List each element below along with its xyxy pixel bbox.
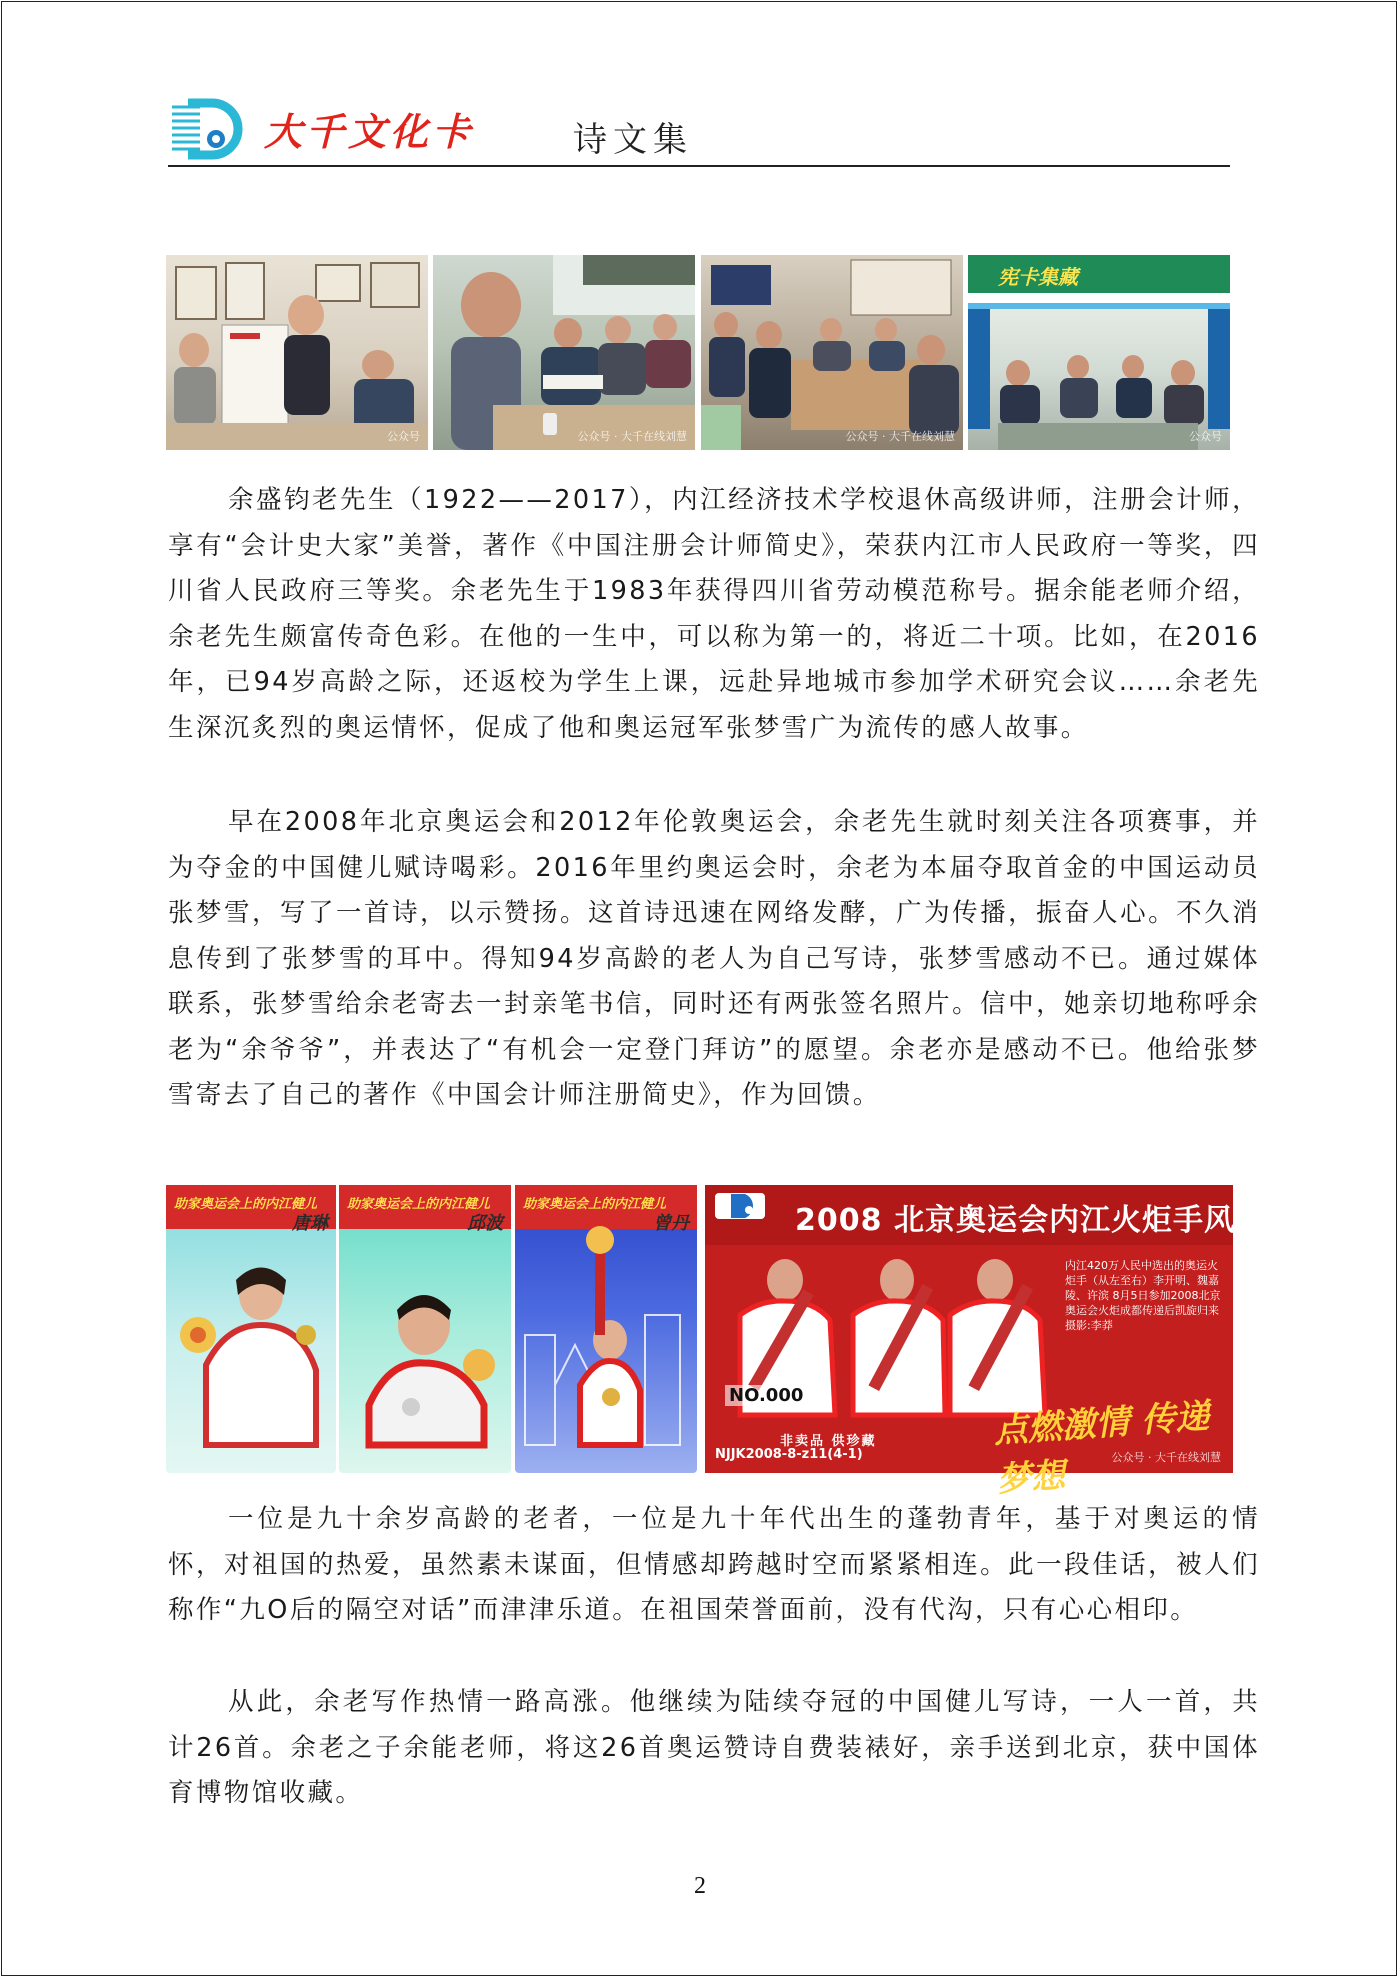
card-banner: 助家奥运会上的内江健儿 <box>174 1197 318 1212</box>
athlete-card <box>166 1185 336 1473</box>
paragraph-biography: 余盛钧老先生（1922——2017），内江经济技术学校退休高级讲师，注册会计师，享有“会计史大家”美誉，著作《中国注册会计师简史》，荣获内江市人民政府一等奖，四川省人民政府三等奖。余老先生于1983年获得四川省劳动模范称号。据余能老师介绍，余老先生颇富传奇色彩。在他的一生中，可以称为第一的，将近二十项。比如，在2016年，已94岁高龄之际，还返校为学生上课，远赴异地城市参加学术研究会议……余老先生深沉炙烈的奥运情怀，促成了他和奥运冠军张梦雪广为流传的感人故事。 <box>168 485 1260 743</box>
card-athlete-name: 邱波 <box>467 1213 503 1234</box>
torch-calligraphy: 点燃激情 传递梦想 <box>992 1396 1211 1501</box>
torch-watermark: 公众号 · 大千在线刘慧 <box>1111 1451 1221 1464</box>
paragraph-olympic-poems: 早在2008年北京奥运会和2012年伦敦奥运会，余老先生就时刻关注各项赛事，并为夺金的中国健儿赋诗喝彩。2016年里约奥运会时，余老为本届夺取首金的中国运动员张梦雪，写了一首诗，以示赞扬。这首诗迅速在网络发酵，广为传播，振奋人心。不久消息传到了张梦雪的耳中。得知94岁高龄的老人为自己写诗，张梦雪感动不已。通过媒体联系，张梦雪给余老寄去一封亲笔书信，同时还有两张签名照片。信中，她亲切地称呼余老为“余爷爷”，并表达了“有机会一定登门拜访”的愿望。余老亦是感动不已。他给张梦雪寄去了自己的著作《中国会计师注册简史》，作为回馈。 <box>168 807 1260 1110</box>
torch-card-title: 2008 北京奥运会内江火炬手风采 <box>795 1203 1266 1238</box>
card-banner: 助家奥运会上的内江健儿 <box>347 1197 491 1212</box>
header-title: 诗文集 <box>573 120 693 160</box>
header-divider <box>168 165 1230 167</box>
torch-card-caption <box>1065 1258 1225 1333</box>
dq-logo-icon <box>170 99 252 159</box>
photo-watermark: 公众号 <box>387 430 420 443</box>
torch-bearers-card <box>705 1185 1266 1501</box>
photo-group-table <box>701 255 963 450</box>
page-number: 2 <box>694 1873 706 1899</box>
dq-logo-icon <box>723 1191 767 1221</box>
card-athlete-name: 唐琳 <box>292 1213 328 1234</box>
athlete-card <box>515 1185 697 1473</box>
photo-newspaper-reading <box>166 255 428 450</box>
card-banner: 助家奥运会上的内江健儿 <box>523 1197 667 1212</box>
photo-street-reading <box>433 255 695 450</box>
torch-card-code: NJJK2008-8-z11(4-1) <box>715 1447 863 1462</box>
photo-watermark: 公众号 · 大千在线刘慧 <box>845 430 955 443</box>
brand-name: 大千文化卡 <box>264 109 475 154</box>
paragraph-collection: 从此，余老写作热情一路高涨。他继续为陆续夺冠的中国健儿写诗，一人一首，共计26首。余老之子余能老师，将这26首奥运赞诗自费装裱好，亲手送到北京，获中国体育博物馆收藏。 <box>168 1687 1260 1808</box>
paragraph-dialogue: 一位是九十余岁高龄的老者，一位是九十年代出生的蓬勃青年，基于对奥运的情怀，对祖国的热爱，虽然素未谋面，但情感却跨越时空而紧紧相连。此一段佳话，被人们称作“九O后的隔空对话”而津津乐道。在祖国荣誉面前，没有代沟，只有心心相印。 <box>168 1504 1260 1625</box>
shop-sign: 宪卡集藏 <box>998 265 1078 289</box>
card-athlete-name: 曾丹 <box>653 1213 689 1234</box>
page-header <box>168 95 1230 167</box>
torch-caption-text: 内江420万人民中选出的奥运火炬手（从左至右）李开明、魏嘉陵、许滨 8月5日参加2008北京奥运会火炬成都传递后凯旋归来 <box>1065 1259 1221 1317</box>
torch-card-number: NO.000 <box>725 1385 807 1406</box>
torch-photographer: 摄影:李莽 <box>1065 1319 1113 1332</box>
torch-card-label: 非卖品 供珍藏 <box>780 1434 877 1449</box>
photo-watermark: 公众号 · 大千在线刘慧 <box>577 430 687 443</box>
athlete-card <box>339 1185 511 1473</box>
photo-shop-front <box>968 255 1230 450</box>
photo-watermark: 公众号 <box>1189 430 1222 443</box>
